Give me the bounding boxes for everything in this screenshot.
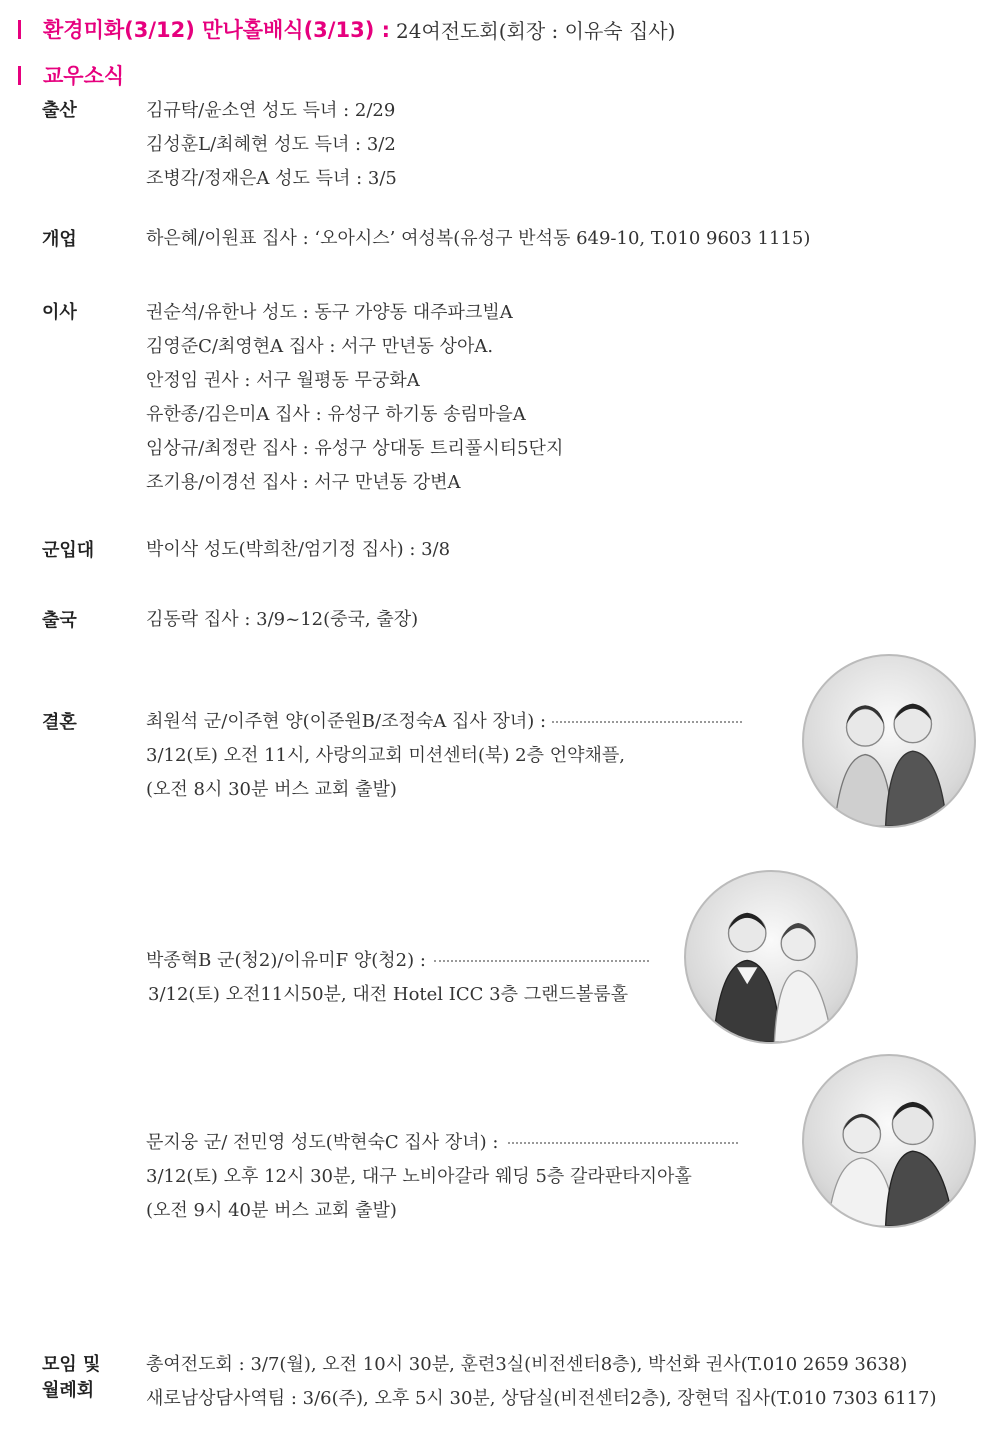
dotted-leader — [508, 1142, 738, 1144]
accent-bar — [18, 66, 21, 85]
departure-label: 출국 — [42, 610, 77, 631]
wedding-label: 결혼 — [42, 712, 77, 733]
meetings-list — [146, 1348, 937, 1416]
list-item: 박이삭 성도(박희찬/엄기정 집사) : 3/8 — [146, 539, 451, 560]
list-item: 총여전도회 : 3/7(월), 오전 10시 30분, 훈련3실(비전센터8층), 박선화 권사(T.010 2659 3638) — [146, 1354, 908, 1375]
list-item: 김동락 집사 : 3/9~12(중국, 출장) — [146, 609, 419, 630]
opening-list — [146, 222, 810, 256]
list-item: 김성훈L/최혜현 성도 득녀 : 3/2 — [146, 134, 396, 155]
couple-photo-icon — [684, 870, 858, 1044]
list-item: 하은혜/이원표 집사 : ‘오아시스’ 여성복(유성구 반석동 649-10, T.010 9603 1115) — [146, 228, 811, 249]
wedding-line: 3/12(토) 오전11시50분, 대전 Hotel ICC 3층 그랜드볼룸홀 — [148, 984, 629, 1005]
wedding-line: (오전 8시 30분 버스 교회 출발) — [146, 779, 397, 800]
list-item: 권순석/유한나 성도 : 동구 가양동 대주파크빌A — [146, 302, 513, 323]
list-item: 조병각/정재은A 성도 득녀 : 3/5 — [146, 168, 397, 189]
wedding-line: 최원석 군/이주현 양(이준원B/조정숙A 집사 장녀) : — [146, 711, 547, 732]
accent-bar — [18, 20, 21, 39]
military-label: 군입대 — [42, 540, 95, 561]
wedding-line: 박종혁B 군(청2)/이유미F 양(청2) : — [146, 950, 426, 971]
wedding-line: 3/12(토) 오전 11시, 사랑의교회 미션센터(북) 2층 언약채플, — [146, 745, 626, 766]
list-item: 조기용/이경선 집사 : 서구 만년동 강변A — [146, 472, 461, 493]
couple-photo-icon — [802, 1054, 976, 1228]
birth-label: 출산 — [42, 100, 77, 121]
departure-list — [146, 603, 418, 637]
wedding-line: 3/12(토) 오후 12시 30분, 대구 노비아갈라 웨딩 5층 갈라판타지아홀 — [146, 1166, 692, 1187]
section-title: 교우소식 — [43, 64, 125, 88]
meetings-label-line: 모임 및 — [42, 1354, 101, 1375]
meetings-label-line: 월례회 — [42, 1380, 95, 1401]
list-item: 임상규/최정란 집사 : 유성구 상대동 트리풀시티5단지 — [146, 438, 564, 459]
list-item: 김규탁/윤소연 성도 득녀 : 2/29 — [146, 100, 396, 121]
wedding-entry-3 — [146, 1126, 738, 1228]
events-title: 환경미화(3/12) 만나홀배식(3/13) : — [43, 18, 390, 42]
moving-list — [146, 296, 563, 500]
moving-label: 이사 — [42, 302, 77, 323]
wedding-entry-1 — [146, 705, 742, 807]
dotted-leader — [552, 721, 742, 723]
birth-list — [146, 94, 397, 196]
couple-photo-icon — [802, 654, 976, 828]
list-item: 유한종/김은미A 집사 : 유성구 하기동 송림마을A — [146, 404, 526, 425]
list-item: 새로남상담사역팀 : 3/6(주), 오후 5시 30분, 상담실(비전센터2층), 장현덕 집사(T.010 7303 6117) — [146, 1388, 937, 1409]
list-item: 김영준C/최영현A 집사 : 서구 만년동 상아A. — [146, 336, 494, 357]
events-header — [18, 14, 675, 44]
wedding-line: 문지웅 군/ 전민영 성도(박현숙C 집사 장녀) : — [146, 1132, 499, 1153]
dotted-leader — [434, 960, 649, 962]
military-list — [146, 533, 450, 567]
section-header — [18, 60, 124, 90]
events-detail: 24여전도회(회장 : 이유숙 집사) — [396, 18, 676, 43]
wedding-entry-2 — [146, 944, 649, 1012]
wedding-line: (오전 9시 40분 버스 교회 출발) — [146, 1200, 397, 1221]
opening-label: 개업 — [42, 229, 77, 250]
list-item: 안정임 권사 : 서구 월평동 무궁화A — [146, 370, 420, 391]
meetings-label — [42, 1352, 100, 1404]
